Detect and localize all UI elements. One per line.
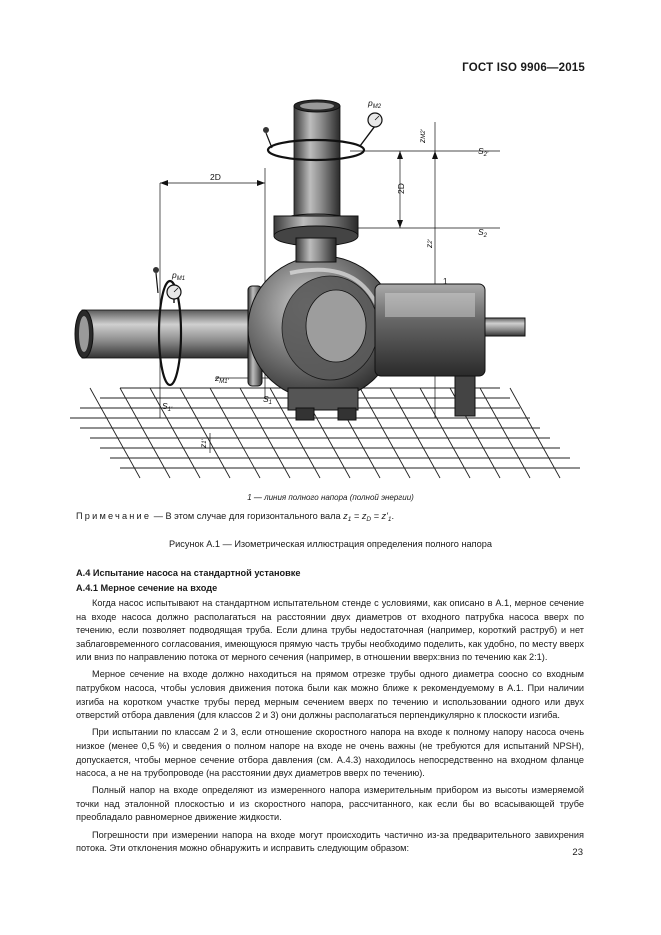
label-z1: z1' xyxy=(198,439,208,448)
standard-header: ГОСТ ISO 9906—2015 xyxy=(462,62,585,74)
label-2d-vertical: 2D xyxy=(396,183,406,194)
label-pm2: $p_{M2}$ xyxy=(368,98,382,110)
label-marker-1: 1 xyxy=(443,277,448,286)
note-dash: — xyxy=(151,511,166,521)
note-label: Примечание xyxy=(76,511,152,521)
figure-note: Примечание — В этом случае для горизонтального вала $z_1 = z_D = z'_1$. xyxy=(76,511,395,523)
paragraph: Погрешности при измерении напора на входе могут происходить частично из-за предварительного завихрения потока. Эти отклонения можно обнаружить и исправить следующим образом: xyxy=(76,829,584,854)
label-zm2: zM2' xyxy=(417,129,427,143)
pump-isometric-figure xyxy=(60,88,590,488)
label-s2-prime: $S_{2'}$ xyxy=(478,146,489,158)
label-2d-horizontal: 2D xyxy=(210,172,221,182)
paragraph: Когда насос испытывают на стандартном испытательном стенде с условиями, как описано в А.1, мерное сечение на входе насоса должно располагаться на расстоянии двух диаметров от входного патрубка насоса вверх по течению, если позволяет подводящая труба. Если длина трубы недостаточная (например, короткий раструб) и нет заблаговременного согласования, имеющуюся прямую часть трубы необходимо поделить, как удобно, по месту вверх или вниз по направлению потока от мерного сечения (например, в отношении вверх:вниз по течению как 2:1). xyxy=(76,598,584,663)
label-s2: $S_2$ xyxy=(478,227,488,239)
subsection-heading: А.4.1 Мерное сечение на входе xyxy=(76,583,218,593)
label-z2: z2' xyxy=(424,239,434,248)
paragraph: Полный напор на входе определяют из измеренного напора измерительным прибором из высоты измеряемой точки над эталонной плоскостью и из скоростного напора, рассчитанного, как если бы во всасывающей трубе преобладало равномерное движение жидкости. xyxy=(76,785,584,823)
label-pm1: $p_{M1}$ xyxy=(172,270,186,282)
figure-legend: 1 — линия полного напора (полной энергии) xyxy=(247,493,414,502)
note-formula-z1: $z_1 = z_D = z'_1$ xyxy=(343,511,392,523)
body-text xyxy=(76,597,584,859)
note-text: В этом случае для горизонтального вала xyxy=(165,511,344,521)
page-number: 23 xyxy=(572,847,583,858)
paragraph: При испытании по классам 2 и 3, если отношение скоростного напора на входе к полному напору насоса очень низкое (менее 0,5 %) и сведения о полном напоре на входе не очень важны (не требуются для испытаний NPSH), допускается, чтобы мерное сечение отбора давления (см. А.4.3) находилось непосредственно на входном фланце насоса, а не на трубопроводе (на расстоянии двух диаметров вверх по течению). xyxy=(76,727,584,779)
figure-caption: Рисунок А.1 — Изометрическая иллюстрация определения полного напора xyxy=(169,539,492,549)
label-s1: $S_1$ xyxy=(263,394,273,406)
paragraph: Мерное сечение на входе должно находиться на прямом отрезке трубы одного диаметра соосно со входным патрубком насоса, чтобы условия движения потока были как можно ближе к рекомендуемому в А.1. При наличии изгиба на коротком участке трубы перед мерным сечением вверх по течению и использовании одного или двух отверстий отбора давления (для классов 2 и 3) они должны располагаться перпендикулярно к плоскости изгиба. xyxy=(76,669,584,721)
section-heading: А.4 Испытание насоса на стандартной установке xyxy=(76,568,301,578)
label-zm1: $z_{M1'}$ xyxy=(215,373,229,385)
label-s1-prime: $S_{1'}$ xyxy=(162,401,173,413)
